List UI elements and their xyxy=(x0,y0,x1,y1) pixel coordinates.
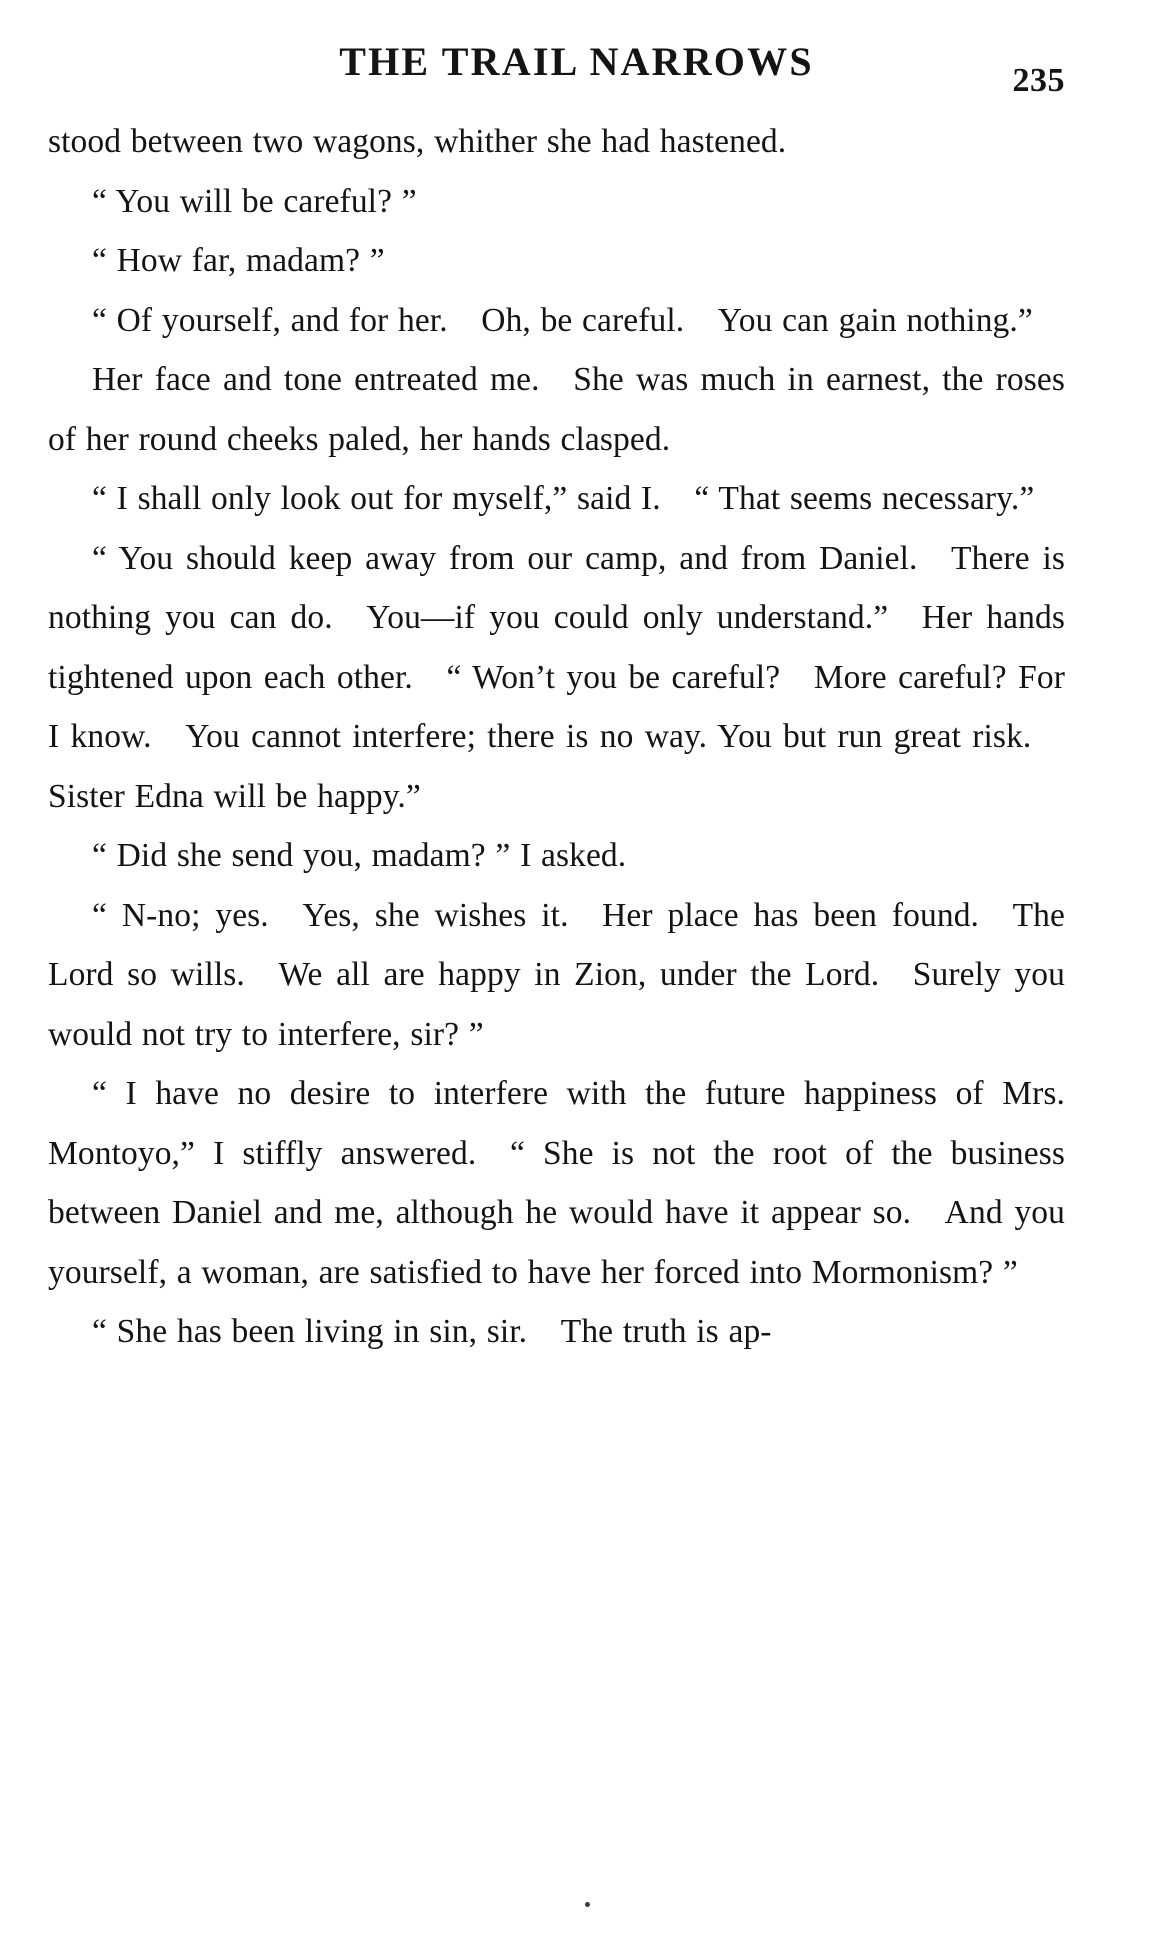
paragraph: stood between two wagons, whither she had hastened. xyxy=(48,123,787,160)
paragraph: “ Did she send you, madam? ” I asked. xyxy=(92,837,627,874)
page-body xyxy=(48,112,1065,1362)
paragraph: “ I have no desire to interfere with the future happiness of Mrs. Montoyo,” I stiffly answered. “ She is not the root of the business between Daniel and me, although he would have it appear so. And you yourself, a woman, are satisfied to have her forced into Mormonism? ” xyxy=(48,1075,1065,1291)
page-footer-mark xyxy=(585,1902,590,1907)
page-number: 235 xyxy=(1012,62,1065,99)
paragraph: “ I shall only look out for myself,” said I. “ That seems necessary.” xyxy=(92,480,1035,517)
running-head: THE TRAIL NARROWS xyxy=(339,39,814,84)
paragraph: “ N-no; yes. Yes, she wishes it. Her place has been found. The Lord so wills. We all are happy in Zion, under the Lord. Surely you would not try to interfere, sir? ” xyxy=(48,896,1065,1053)
page-header xyxy=(48,38,1065,106)
paragraph: “ Of yourself, and for her. Oh, be careful. You can gain nothing.” xyxy=(92,301,1033,339)
paragraph: Her face and tone entreated me. She was much in earnest, the roses of her round cheeks paled, her hands clasped. xyxy=(48,361,1065,458)
paragraph: “ You will be careful? ” xyxy=(92,182,417,220)
paragraph: “ You should keep away from our camp, and from Daniel. There is nothing you can do. You—if you could only understand.” Her hands tightened upon each other. “ Won’t you be careful? More careful? For I know. You cannot interfere; there is no way. You but run great risk. Sister Edna will be happy.” xyxy=(48,539,1065,815)
paragraph: “ She has been living in sin, sir. The truth is ap- xyxy=(92,1313,772,1350)
paragraph: “ How far, madam? ” xyxy=(92,242,385,279)
